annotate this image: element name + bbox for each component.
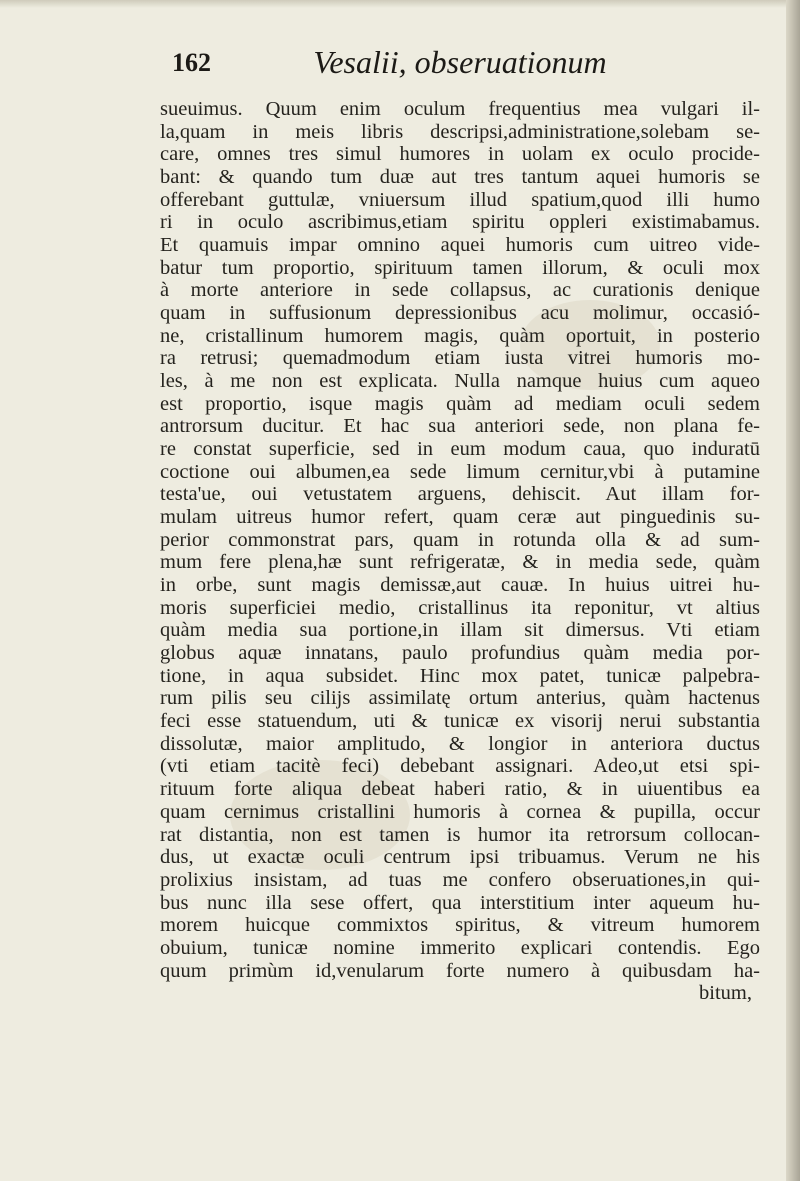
text-line: testa'ue, oui vetustatem arguens, dehiscit. Aut illam for- — [160, 483, 760, 506]
text-line: quum primùm id,venularum forte numero à quibusdam ha- — [160, 959, 760, 982]
page-number: 162 — [172, 48, 211, 77]
text-line: ra retrusi; quemadmodum etiam iusta vitrei humoris mo- — [160, 347, 760, 370]
running-head: Vesalii, obseruationum — [313, 44, 607, 80]
text-line: quam cernimus cristallini humoris à cornea & pupilla, occur — [160, 800, 760, 823]
text-line: mum fere plena,hæ sunt refrigeratæ, & in media sede, quàm — [160, 551, 760, 574]
body-text — [160, 98, 760, 1005]
text-line: antrorsum ducitur. Et hac sua anteriori sede, non plana fe- — [160, 415, 760, 438]
text-line: rat distantia, non est tamen is humor ita retrorsum collocan- — [160, 823, 760, 846]
text-line: globus aquæ innatans, paulo profundius quàm media por- — [160, 642, 760, 665]
text-line: bant: & quando tum duæ aut tres tantum aquei humoris se — [160, 166, 760, 189]
text-line: (vti etiam tacitè feci) debebant assignari. Adeo,ut etsi spi- — [160, 755, 760, 778]
text-line: Et quamuis impar omnino aquei humoris cum uitreo vide- — [160, 234, 760, 257]
text-line: offerebant guttulæ, vniuersum illud spatium,quod illi humo — [160, 188, 760, 211]
text-line: morem huicque commixtos spiritus, & vitreum humorem — [160, 914, 760, 937]
text-line: dissolutæ, maior amplitudo, & longior in anteriora ductus — [160, 732, 760, 755]
text-line: quam in suffusionum depressionibus acu molimur, occasió- — [160, 302, 760, 325]
text-line: les, à me non est explicata. Nulla namque huius cum aqueo — [160, 370, 760, 393]
text-line: la,quam in meis libris descripsi,administratione,solebam se- — [160, 120, 760, 143]
text-line: coctione oui albumen,ea sede limum cernitur,vbi à putamine — [160, 460, 760, 483]
text-line: in orbe, sunt magis demissæ,aut cauæ. In huius uitrei hu- — [160, 574, 760, 597]
text-line: mulam uitreus humor refert, quam ceræ aut pinguedinis su- — [160, 506, 760, 529]
text-line: bus nunc illa sese offert, qua interstitium inter aqueum hu- — [160, 891, 760, 914]
text-line: rum pilis seu cilijs assimilatę ortum anterius, quàm hactenus — [160, 687, 760, 710]
page-top-shadow — [0, 0, 800, 8]
text-line: tione, in aqua subsidet. Hinc mox patet, tunicæ palpebra- — [160, 664, 760, 687]
text-line: perior commonstrat pars, quam in rotunda olla & ad sum- — [160, 528, 760, 551]
page-header — [160, 44, 760, 90]
text-line: obuium, tunicæ nomine immerito explicari contendis. Ego — [160, 936, 760, 959]
text-line: rituum forte aliqua debeat haberi ratio, & in uiuentibus ea — [160, 778, 760, 801]
text-line: care, omnes tres simul humores in uolam ex oculo procide- — [160, 143, 760, 166]
text-line: bitum, — [699, 982, 752, 1005]
text-line: à morte anteriore in sede collapsus, ac curationis denique — [160, 279, 760, 302]
text-line: quàm media sua portione,in illam sit dimersus. Vti etiam — [160, 619, 760, 642]
text-line: dus, ut exactæ oculi centrum ipsi tribuamus. Verum ne his — [160, 846, 760, 869]
text-line: feci esse statuendum, uti & tunicæ ex visorij nerui substantia — [160, 710, 760, 733]
text-line: prolixius insistam, ad tuas me confero obseruationes,in qui- — [160, 868, 760, 891]
text-line: sueuimus. Quum enim oculum frequentius mea vulgari il- — [160, 98, 760, 120]
text-line: batur tum proportio, spirituum tamen illorum, & oculi mox — [160, 256, 760, 279]
text-line: moris superficiei medio, cristallinus ita reponitur, vt altius — [160, 596, 760, 619]
text-line: est proportio, isque magis quàm ad mediam oculi sedem — [160, 392, 760, 415]
text-line: ne, cristallinum humorem magis, quàm oportuit, in posterio — [160, 324, 760, 347]
page-edge-shadow — [786, 0, 800, 1181]
text-line: ri in oculo ascribimus,etiam spiritu oppleri existimabamus. — [160, 211, 760, 234]
text-line: re constat superficie, sed in eum modum caua, quo induratū — [160, 438, 760, 461]
